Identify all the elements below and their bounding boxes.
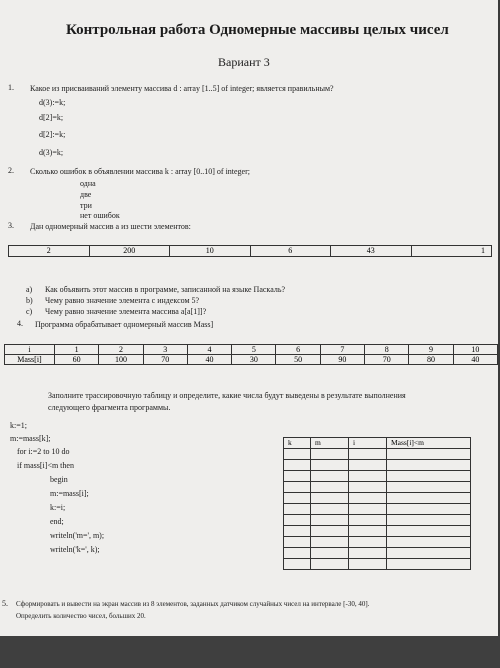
q1-text: Какое из присваиваний элементу массива d : array [1..5] of integer; является правильным? [30,84,334,93]
mass-value-cell: 90 [320,355,364,365]
mass-header-cell: 6 [276,345,320,355]
q5-line1: Сформировать и вывести на экран массив из 8 элементов, заданных датчиком случайных чисел на интервале [-30, 40]. [16,600,370,608]
mass-header-cell: 9 [409,345,453,355]
q1-option-2: d[2]=k; [39,113,64,122]
array-a-cell: 6 [250,246,331,257]
mass-value-cell: 60 [55,355,99,365]
trace-row [284,537,471,548]
array-a-cell: 1 [411,246,492,257]
trace-header-i: i [349,438,387,449]
trace-header-m: m [311,438,349,449]
code-line-3: for i:=2 to 10 do [17,447,70,456]
q4-instruction-line2: следующего фрагмента программы. [48,403,171,412]
mass-table [4,344,498,365]
mass-value-cell: 70 [365,355,409,365]
mass-header-cell: 1 [55,345,99,355]
code-line-1: k:=1; [10,421,27,430]
mass-value-cell: 70 [143,355,187,365]
mass-value-cell: 40 [187,355,231,365]
trace-header-k: k [284,438,311,449]
q3-sub-c-label: c) [26,307,33,316]
q1-number: 1. [8,83,14,92]
q2-option-3: три [80,201,92,210]
trace-row [284,559,471,570]
mass-header-cell: 4 [187,345,231,355]
array-a-table [8,245,492,257]
q2-option-2: две [80,190,92,199]
mass-value-cell: 100 [99,355,143,365]
q3-number: 3. [8,221,14,230]
mass-header-cell: 7 [320,345,364,355]
trace-row [284,471,471,482]
q3-sub-b-label: b) [26,296,33,305]
q1-option-3: d[2]:=k; [39,130,66,139]
array-a-cell: 2 [9,246,90,257]
trace-row [284,526,471,537]
trace-row [284,504,471,515]
q5-line2: Определить количество чисел, больших 20. [16,612,146,620]
q3-sub-b-text: Чему равно значение элемента с индексом 5? [45,296,200,305]
q4-number: 4. [17,319,23,328]
trace-header-condition: Mass[i]<m [387,438,471,449]
code-line-2: m:=mass[k]; [10,434,51,443]
code-line-5: begin [50,475,68,484]
q1-option-4: d(3)=k; [39,148,64,157]
array-a-cell: 10 [170,246,251,257]
q3-sub-a-label: a) [26,285,33,294]
mass-value-cell: 40 [453,355,497,365]
mass-header-cell: i [5,345,55,355]
array-a-cell: 43 [331,246,412,257]
mass-value-cell: 80 [409,355,453,365]
trace-row [284,449,471,460]
mass-value-cell: 50 [276,355,320,365]
q3-sub-c-text: Чему равно значение элемента массива a[a[1]]? [45,307,207,316]
background-strip [0,636,500,668]
code-line-4: if mass[i]<m then [17,461,74,470]
mass-row-label: Mass[i] [5,355,55,365]
variant-label: Вариант 3 [218,55,270,69]
code-line-9: writeln('m=', m); [50,531,105,540]
q2-option-1: одна [80,179,96,188]
q2-option-4: нет ошибок [80,211,120,220]
code-line-8: end; [50,517,64,526]
trace-row [284,493,471,504]
mass-header-cell: 3 [143,345,187,355]
q2-number: 2. [8,166,14,175]
mass-header-cell: 10 [453,345,497,355]
trace-row [284,482,471,493]
mass-value-cell: 30 [232,355,276,365]
q3-text: Дан одномерный массив а из шести элементов: [30,222,191,231]
q4-text: Программа обрабатывает одномерный массив Mass] [35,320,214,329]
trace-table [283,437,471,570]
code-line-10: writeln('k=', k); [50,545,100,554]
page-title: Контрольная работа Одномерные массивы целых чисел [66,22,449,38]
trace-row [284,460,471,471]
array-a-cell: 200 [89,246,170,257]
mass-header-cell: 5 [232,345,276,355]
q3-sub-a-text: Как объявить этот массив в программе, записанной на языке Паскаль? [45,285,286,294]
q5-number: 5. [2,599,8,608]
mass-header-cell: 8 [365,345,409,355]
code-line-6: m:=mass[i]; [50,489,89,498]
q2-text: Сколько ошибок в объявлении массива k : array [0..10] of integer; [30,167,250,176]
code-line-7: k:=i; [50,503,66,512]
mass-header-cell: 2 [99,345,143,355]
trace-row [284,515,471,526]
trace-row [284,548,471,559]
q4-instruction-line1: Заполните трассировочную таблицу и определите, какие числа будут выведены в результате выполнения [48,391,406,400]
q1-option-1: d(3):=k; [39,98,66,107]
